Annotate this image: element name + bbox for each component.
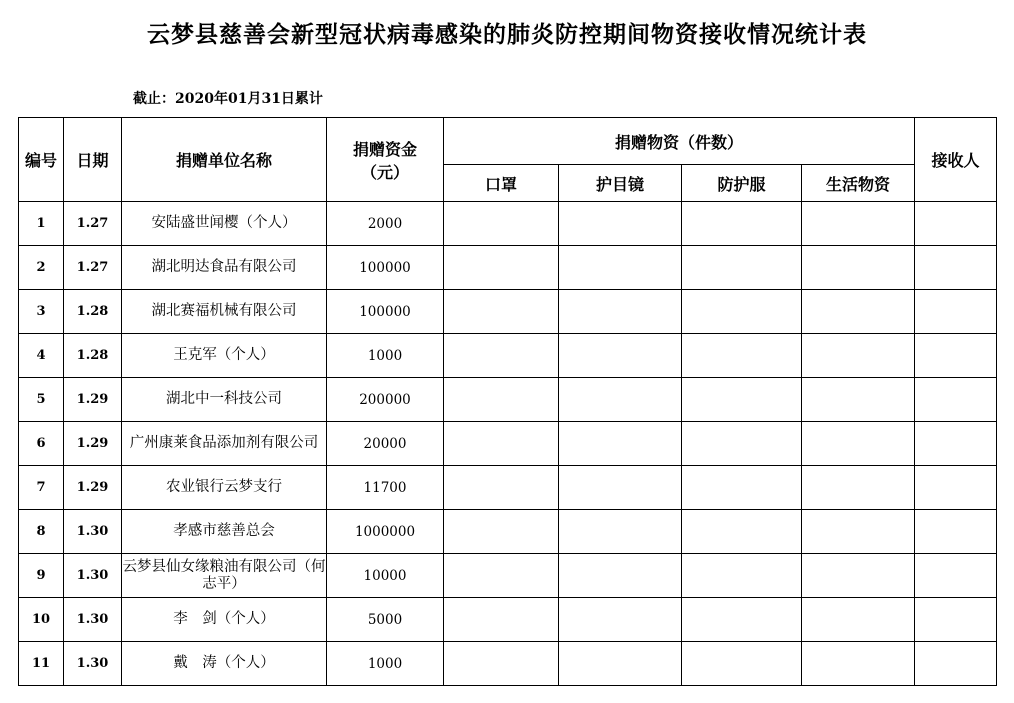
row-goggles (559, 422, 682, 466)
row-donor: 李 剑（个人） (122, 598, 327, 642)
row-receiver (915, 378, 997, 422)
row-date: 1.29 (64, 378, 122, 422)
row-amount: 1000000 (327, 510, 444, 554)
table-row (19, 334, 997, 378)
row-amount: 10000 (327, 554, 444, 598)
row-supplies (802, 642, 915, 686)
row-masks (444, 246, 559, 290)
row-date: 1.30 (64, 510, 122, 554)
row-receiver (915, 598, 997, 642)
row-suits (682, 510, 802, 554)
row-amount: 100000 (327, 246, 444, 290)
row-date: 1.29 (64, 466, 122, 510)
row-number: 4 (19, 334, 64, 378)
row-supplies (802, 246, 915, 290)
table-row (19, 466, 997, 510)
row-suits (682, 378, 802, 422)
row-donor: 广州康莱食品添加剂有限公司 (122, 422, 327, 466)
table-row (19, 378, 997, 422)
row-masks (444, 378, 559, 422)
header-date: 日期 (64, 118, 122, 202)
row-donor: 湖北中一科技公司 (122, 378, 327, 422)
row-date: 1.27 (64, 246, 122, 290)
row-number: 5 (19, 378, 64, 422)
table-row (19, 510, 997, 554)
table-row (19, 422, 997, 466)
row-supplies (802, 466, 915, 510)
row-amount: 5000 (327, 598, 444, 642)
row-donor: 云梦县仙女缘粮油有限公司（何志平） (122, 554, 327, 598)
row-goggles (559, 466, 682, 510)
row-number: 8 (19, 510, 64, 554)
row-supplies (802, 334, 915, 378)
row-suits (682, 598, 802, 642)
row-receiver (915, 290, 997, 334)
header-receiver: 接收人 (915, 118, 997, 202)
row-supplies (802, 598, 915, 642)
row-masks (444, 202, 559, 246)
row-receiver (915, 246, 997, 290)
row-masks (444, 466, 559, 510)
row-supplies (802, 378, 915, 422)
row-amount: 100000 (327, 290, 444, 334)
donation-table (18, 117, 997, 686)
header-no: 编号 (19, 118, 64, 202)
row-amount: 1000 (327, 642, 444, 686)
row-number: 1 (19, 202, 64, 246)
row-goggles (559, 290, 682, 334)
row-goggles (559, 510, 682, 554)
row-number: 7 (19, 466, 64, 510)
row-number: 9 (19, 554, 64, 598)
row-supplies (802, 554, 915, 598)
row-masks (444, 642, 559, 686)
row-date: 1.29 (64, 422, 122, 466)
header-donor: 捐赠单位名称 (122, 118, 327, 202)
table-body (19, 202, 997, 686)
row-masks (444, 334, 559, 378)
row-suits (682, 554, 802, 598)
header-funds-unit: （元） (360, 162, 409, 182)
row-goggles (559, 334, 682, 378)
row-date: 1.28 (64, 290, 122, 334)
row-supplies (802, 290, 915, 334)
header-goggles: 护目镜 (559, 165, 682, 202)
page-title: 云梦县慈善会新型冠状病毒感染的肺炎防控期间物资接收情况统计表 (147, 21, 867, 48)
row-donor: 安陆盛世闻樱（个人） (122, 202, 327, 246)
row-donor: 王克军（个人） (122, 334, 327, 378)
row-masks (444, 554, 559, 598)
table-row (19, 246, 997, 290)
header-funds (327, 118, 444, 202)
row-amount: 2000 (327, 202, 444, 246)
row-receiver (915, 334, 997, 378)
row-amount: 1000 (327, 334, 444, 378)
row-donor: 孝感市慈善总会 (122, 510, 327, 554)
header-funds-label: 捐赠资金 (352, 139, 417, 159)
row-number: 2 (19, 246, 64, 290)
row-date: 1.28 (64, 334, 122, 378)
row-donor: 湖北明达食品有限公司 (122, 246, 327, 290)
row-suits (682, 642, 802, 686)
row-number: 6 (19, 422, 64, 466)
row-date: 1.30 (64, 598, 122, 642)
row-suits (682, 290, 802, 334)
as-of-date: 截止：2020年01月31日累计 (133, 91, 323, 107)
row-amount: 11700 (327, 466, 444, 510)
row-receiver (915, 202, 997, 246)
row-supplies (802, 510, 915, 554)
row-masks (444, 510, 559, 554)
row-date: 1.30 (64, 554, 122, 598)
row-receiver (915, 554, 997, 598)
row-donor: 湖北赛福机械有限公司 (122, 290, 327, 334)
row-goggles (559, 642, 682, 686)
row-number: 11 (19, 642, 64, 686)
row-masks (444, 598, 559, 642)
row-goggles (559, 598, 682, 642)
row-amount: 200000 (327, 378, 444, 422)
header-masks: 口罩 (444, 165, 559, 202)
table-row (19, 290, 997, 334)
row-number: 10 (19, 598, 64, 642)
table-row (19, 554, 997, 598)
row-receiver (915, 466, 997, 510)
table-row (19, 598, 997, 642)
row-date: 1.27 (64, 202, 122, 246)
header-supplies: 生活物资 (802, 165, 915, 202)
row-amount: 20000 (327, 422, 444, 466)
row-goggles (559, 246, 682, 290)
row-masks (444, 422, 559, 466)
row-goggles (559, 554, 682, 598)
row-receiver (915, 510, 997, 554)
header-suits: 防护服 (682, 165, 802, 202)
row-masks (444, 290, 559, 334)
row-suits (682, 466, 802, 510)
table-row (19, 642, 997, 686)
header-materials: 捐赠物资（件数） (444, 118, 915, 165)
table-row (19, 202, 997, 246)
row-suits (682, 422, 802, 466)
row-suits (682, 202, 802, 246)
row-receiver (915, 422, 997, 466)
row-number: 3 (19, 290, 64, 334)
row-donor: 农业银行云梦支行 (122, 466, 327, 510)
row-suits (682, 334, 802, 378)
row-supplies (802, 202, 915, 246)
row-receiver (915, 642, 997, 686)
row-date: 1.30 (64, 642, 122, 686)
row-goggles (559, 202, 682, 246)
row-goggles (559, 378, 682, 422)
row-supplies (802, 422, 915, 466)
row-suits (682, 246, 802, 290)
row-donor: 戴 涛（个人） (122, 642, 327, 686)
